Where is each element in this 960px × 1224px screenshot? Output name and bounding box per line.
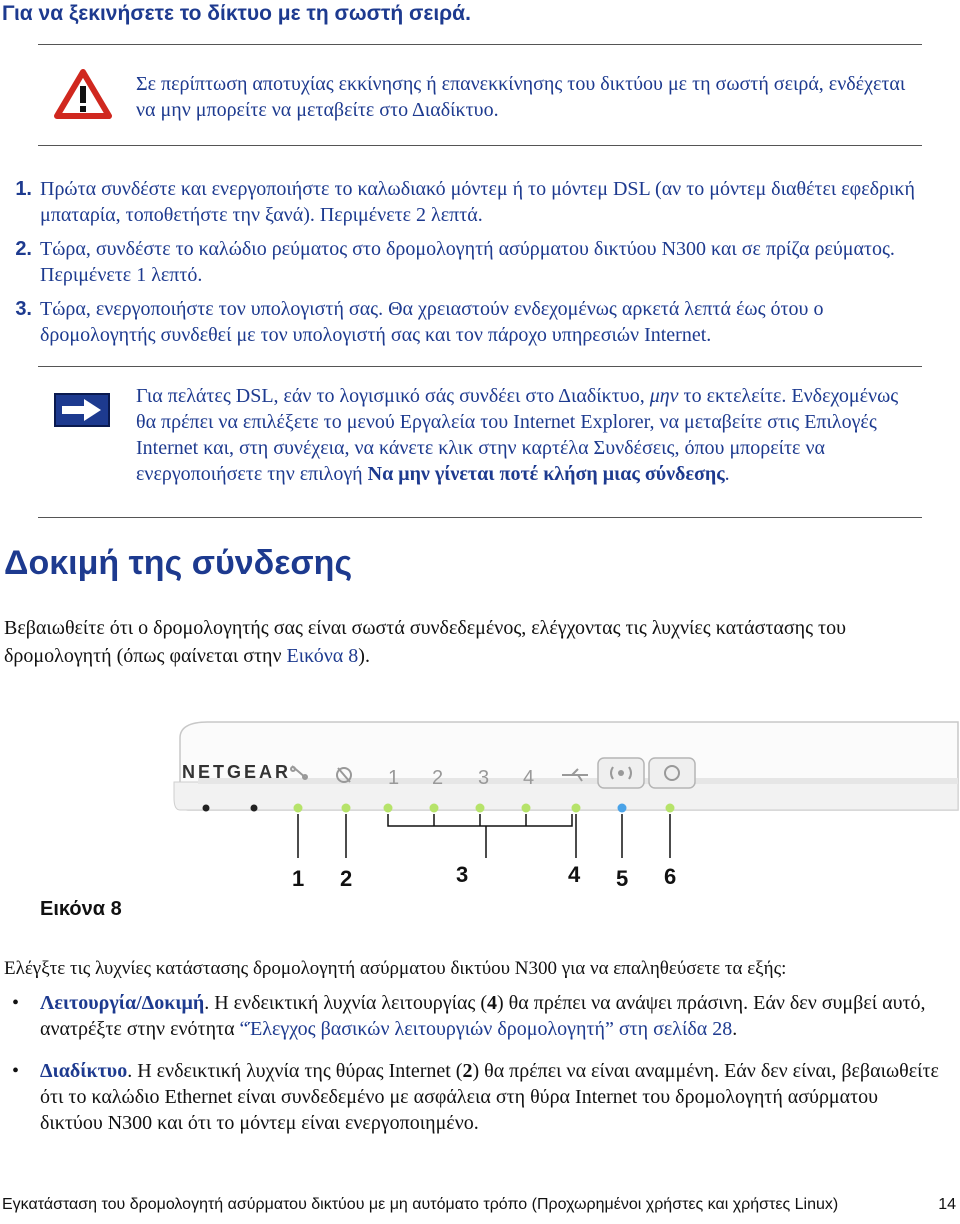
section-link[interactable]: “Έλεγχος βασικών λειτουργιών δρομολογητή” στη σελίδα 28	[239, 1018, 733, 1040]
status-led	[666, 804, 675, 813]
reset-hole	[251, 805, 258, 812]
step-text: Τώρα, ενεργοποιήστε τον υπολογιστή σας. Θα χρειαστούν ενδεχομένως αρκετά λεπτά έως ότου ο δρομολογητής συνδεθεί με τον υπολογιστή σας και τον πάροχο υπηρεσιών Internet.	[40, 298, 824, 346]
figure-caption: Εικόνα 8	[40, 898, 122, 920]
status-led	[572, 804, 581, 813]
bullet-item: • Διαδίκτυο. Η ενδεικτική λυχνία της θύρας Internet (2) θα πρέπει να είναι αναμμένη. Εάν δεν είναι, βεβαιωθείτε ότι το καλώδιο Ethernet είναι συνδεδεμένο με ασφάλεια στη θύρα Internet του δρομολογητή ασύρματου δικτύου N300 και ότι το μόντεμ είναι ενεργοποιημένο.	[12, 1060, 939, 1134]
reset-hole	[203, 805, 210, 812]
never-dial-option: Να μην γίνεται ποτέ κλήση μιας σύνδεσης	[367, 463, 725, 485]
warning-text: Σε περίπτωση αποτυχίας εκκίνησης ή επανεκκίνησης του δικτύου με τη σωστή σειρά, ενδέχεται να μην μπορείτε να μεταβείτε στο Διαδίκτυο.	[136, 73, 906, 121]
callout-number: 2	[340, 866, 353, 891]
intro-paragraph: Βεβαιωθείτε ότι ο δρομολογητής σας είναι σωστά συνδεδεμένος, ελέγχοντας τις λυχνίες κατάστασης του δρομολογητή (όπως φαίνεται στην Εικόνα 8).	[4, 617, 846, 667]
step-item	[0, 236, 940, 288]
callout-number: 1	[292, 866, 305, 891]
wifi-button	[598, 758, 644, 788]
check-paragraph: Ελέγξτε τις λυχνίες κατάστασης δρομολογητή ασύρματου δικτύου N300 για να επαληθεύσετε τα εξής:	[4, 958, 787, 979]
bullet-dot: •	[12, 992, 20, 1014]
step-text: Τώρα, συνδέστε το καλώδιο ρεύματος στο δρομολογητή ασύρματου δικτύου N300 και σε πρίζα ρεύματος. Περιμένετε 1 λεπτό.	[40, 238, 895, 286]
status-bullets	[0, 990, 940, 1152]
note-callout	[38, 366, 922, 518]
status-led	[522, 804, 531, 813]
callout-bracket	[388, 814, 572, 858]
figure-link[interactable]: Εικόνα 8	[286, 645, 359, 667]
status-led	[294, 804, 303, 813]
callout-number: 5	[616, 866, 629, 891]
note-text: Για πελάτες DSL, εάν το λογισμικό σάς συνδέει στο Διαδίκτυο, μην το εκτελείτε. Ενδεχομένως θα πρέπει να επιλέξετε το μενού Εργαλεία του Internet Explorer, να μεταβείτε στις Επιλογές Internet και, στη συνέχεια, να κάνετε κλικ στην καρτέλα Συνδέσεις, όπου μπορείτε να ενεργοποιήσετε την επιλογή Να μην γίνεται ποτέ κλήση μιας σύνδεσης.	[136, 385, 899, 485]
wps-button	[649, 758, 695, 788]
step-number: 2.	[15, 238, 32, 260]
callout-number: 6	[664, 864, 677, 889]
callout-number: 4	[568, 862, 581, 887]
step-text: Πρώτα συνδέστε και ενεργοποιήστε το καλωδιακό μόντεμ ή το μόντεμ DSL (αν το μόντεμ διαθέτει εφεδρική μπαταρία, τοποθετήστε την ξανά). Περιμένετε 2 λεπτά.	[40, 178, 915, 226]
arrow-right-icon	[54, 393, 110, 432]
page-footer	[2, 1196, 956, 1214]
status-led	[342, 804, 351, 813]
footer-text: Εγκατάσταση του δρομολογητή ασύρματου δικτύου με μη αυτόματο τρόπο (Προχωρημένοι χρήστες και χρήστες Linux)	[2, 1196, 839, 1213]
step-item	[0, 176, 940, 228]
bullet-dot: •	[12, 1060, 20, 1082]
netgear-logo: NETGEAR	[182, 762, 292, 782]
step-number: 3.	[15, 298, 32, 320]
status-led	[618, 804, 627, 813]
port-label: 4	[523, 767, 535, 789]
status-led	[430, 804, 439, 813]
bullet-item: • Λειτουργία/Δοκιμή. Η ενδεικτική λυχνία λειτουργίας (4) θα πρέπει να ανάψει πράσινη. Εάν δεν συμβεί αυτό, ανατρέξτε στην ενότητα “Έλεγχος βασικών λειτουργιών δρομολογητή” στη σελίδα 28.	[12, 992, 926, 1040]
port-label: 3	[478, 767, 490, 789]
router-figure	[168, 718, 960, 902]
step-item	[0, 296, 940, 348]
port-label: 2	[432, 767, 444, 789]
callout-number: 3	[456, 862, 469, 887]
startup-steps	[0, 176, 940, 356]
warning-callout	[38, 44, 922, 146]
warning-icon	[54, 69, 112, 124]
port-label: 1	[388, 767, 400, 789]
bullet-title: Διαδίκτυο	[40, 1060, 128, 1082]
page-number: 14	[938, 1196, 956, 1213]
status-led	[384, 804, 393, 813]
section-heading: Δοκιμή της σύνδεσης	[4, 544, 353, 582]
bullet-title: Λειτουργία/Δοκιμή	[40, 992, 205, 1014]
top-heading: Για να ξεκινήσετε το δίκτυο με τη σωστή σειρά.	[2, 2, 471, 25]
step-number: 1.	[15, 178, 32, 200]
status-led	[476, 804, 485, 813]
